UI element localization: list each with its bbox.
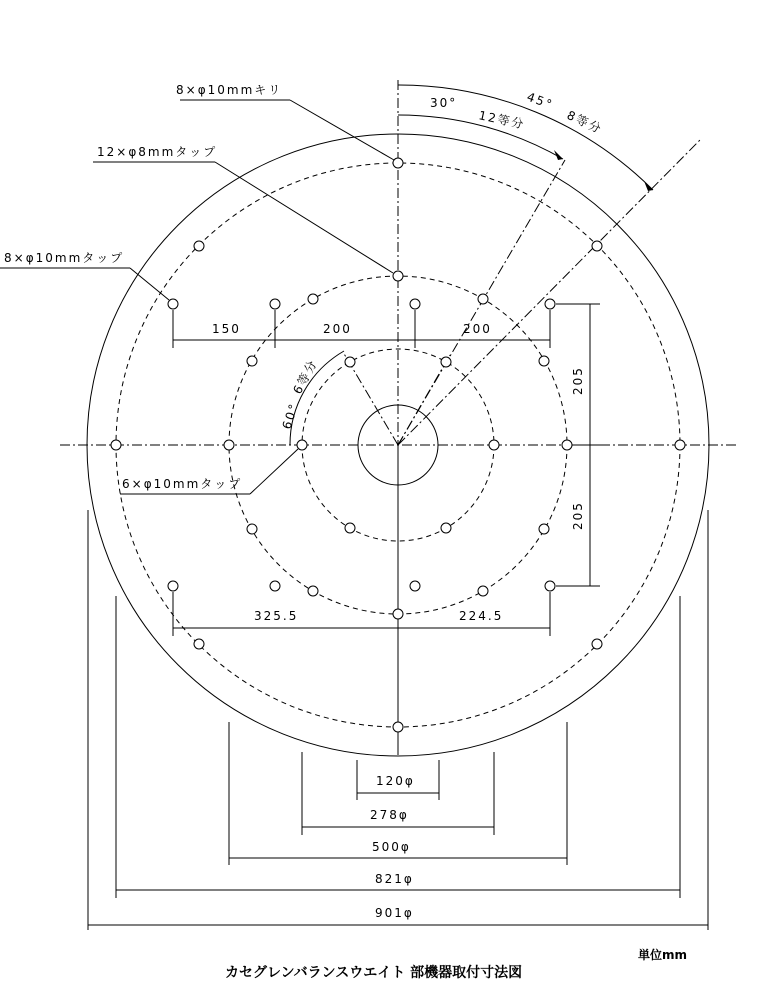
- dim-205-upper: 205: [571, 366, 585, 395]
- hole-rect: [270, 299, 280, 309]
- angle-30-label: 30°: [430, 96, 458, 110]
- hole-middle: [308, 586, 318, 596]
- hole-middle: [539, 356, 549, 366]
- hole-middle: [478, 586, 488, 596]
- angle-60-label: 60°: [279, 400, 302, 431]
- dim-500: 500φ: [372, 840, 411, 854]
- hole-outer: [592, 241, 602, 251]
- hole-rect: [410, 299, 420, 309]
- dim-2245: 224.5: [459, 609, 504, 623]
- diagonal-45-line: [398, 140, 700, 445]
- hole-middle: [247, 524, 257, 534]
- hole-outer: [194, 241, 204, 251]
- dim-205-lower: 205: [571, 501, 585, 530]
- hole-inner: [489, 440, 499, 450]
- hole-middle: [308, 294, 318, 304]
- hole-middle: [562, 440, 572, 450]
- hole-middle: [539, 524, 549, 534]
- arrow-45-end: [644, 181, 653, 191]
- hole-inner: [297, 440, 307, 450]
- angle-12-label: 12等分: [477, 108, 527, 132]
- hole-rect: [168, 299, 178, 309]
- leader-8x10-tap-diag: [130, 268, 169, 300]
- hole-middle: [393, 609, 403, 619]
- hole-outer: [675, 440, 685, 450]
- hole-inner: [345, 357, 355, 367]
- hole-rect: [270, 581, 280, 591]
- dim-821: 821φ: [375, 872, 414, 886]
- callout-12x8-tap: 12×φ8mmタップ: [97, 145, 218, 159]
- hole-middle: [224, 440, 234, 450]
- dim-200a: 200: [323, 322, 352, 336]
- hole-inner: [441, 357, 451, 367]
- hole-rect: [545, 581, 555, 591]
- hole-middle: [247, 356, 257, 366]
- hole-rect: [545, 299, 555, 309]
- hole-inner: [345, 523, 355, 533]
- hole-outer: [393, 722, 403, 732]
- dim-200b: 200: [463, 322, 492, 336]
- callout-8x10-tap: 8×φ10mmタップ: [4, 251, 125, 265]
- hole-outer: [111, 440, 121, 450]
- hole-outer: [194, 639, 204, 649]
- callout-6x10-tap: 6×φ10mmタップ: [122, 477, 243, 491]
- hole-middle: [478, 294, 488, 304]
- hole-outer: [592, 639, 602, 649]
- leader-8x10-drill-diag: [290, 100, 394, 160]
- leader-6x10-tap-diag: [250, 449, 298, 494]
- leader-12x8-tap-diag: [215, 162, 393, 273]
- dim-278: 278φ: [370, 808, 409, 822]
- angle-8-label: 8等分: [564, 108, 605, 137]
- angle-6-label: 6等分: [290, 356, 321, 397]
- unit-label: 単位mm: [638, 948, 688, 962]
- dim-150: 150: [212, 322, 241, 336]
- drawing-title: カセグレンバランスウエイト 部機器取付寸法図: [225, 965, 523, 981]
- callout-8x10-drill: 8×φ10mmキリ: [176, 83, 283, 97]
- angle-45-label: 45°: [524, 89, 556, 113]
- hole-rect: [410, 581, 420, 591]
- dim-120: 120φ: [376, 774, 415, 788]
- dim-901: 901φ: [375, 906, 414, 920]
- hole-inner: [441, 523, 451, 533]
- dim-3255: 325.5: [254, 609, 299, 623]
- hole-middle: [393, 271, 403, 281]
- hole-rect: [168, 581, 178, 591]
- hole-outer: [393, 158, 403, 168]
